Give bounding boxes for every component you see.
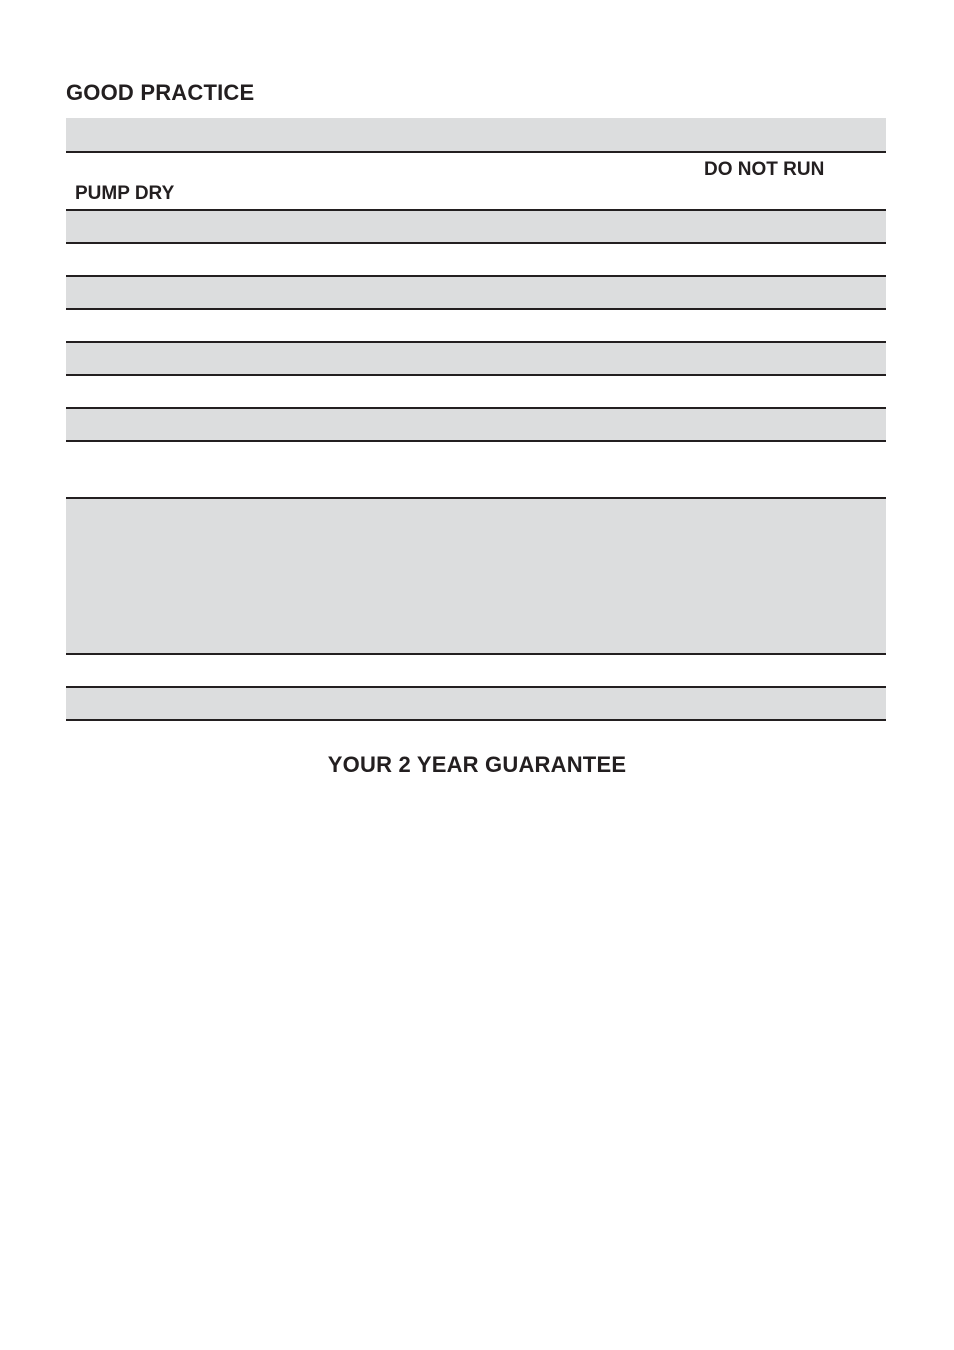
table-row (66, 151, 886, 211)
good-practice-heading: GOOD PRACTICE (66, 80, 255, 105)
good-practice-table (66, 118, 886, 721)
do-not-run-text: DO NOT RUN (704, 159, 825, 180)
table-row (66, 211, 886, 244)
table-row (66, 655, 886, 688)
table-row (66, 499, 886, 655)
table-row (66, 118, 886, 151)
table-row (66, 376, 886, 409)
table-row (66, 244, 886, 277)
table-row (66, 343, 886, 376)
table-row (66, 409, 886, 442)
guarantee-heading: YOUR 2 YEAR GUARANTEE (327, 752, 627, 777)
table-row (66, 688, 886, 721)
pump-dry-text: PUMP DRY (75, 183, 175, 204)
table-row (66, 277, 886, 310)
table-row (66, 310, 886, 343)
table-row (66, 442, 886, 499)
